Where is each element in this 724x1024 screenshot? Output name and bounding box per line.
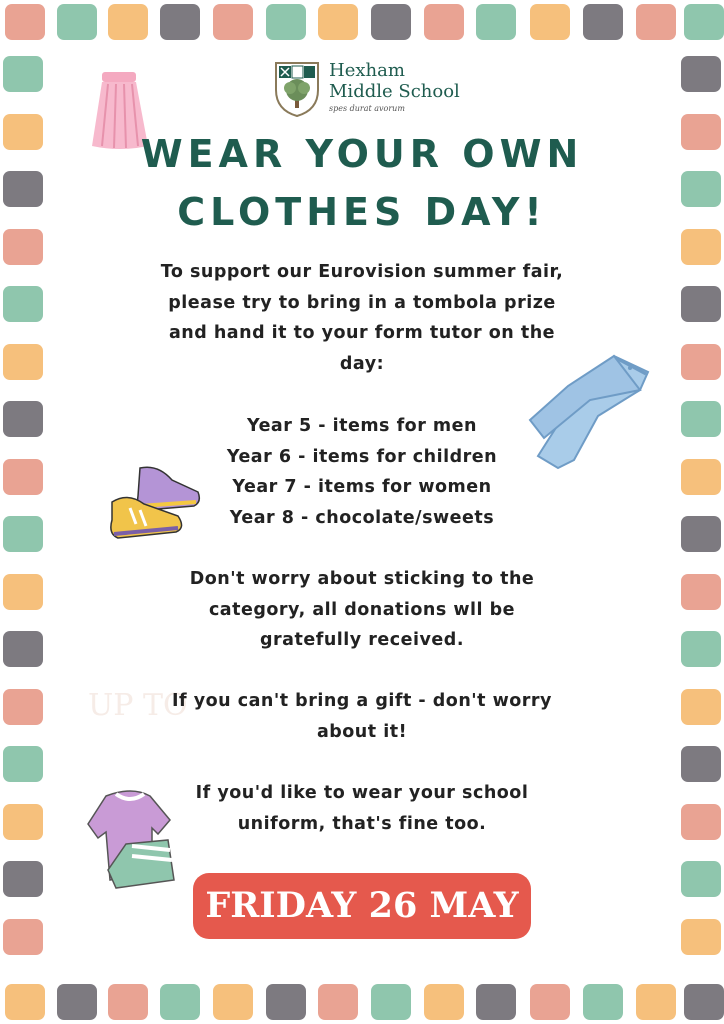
border-square xyxy=(681,574,721,610)
uniform-note-line: If you'd like to wear your school xyxy=(195,783,529,803)
border-square xyxy=(57,984,97,1020)
border-square xyxy=(681,56,721,92)
note-line: gratefully received. xyxy=(260,630,464,650)
border-square xyxy=(108,984,148,1020)
border-square xyxy=(160,4,200,40)
intro-line: and hand it to your form tutor on the xyxy=(168,323,556,343)
border-square xyxy=(318,4,358,40)
intro-line: day: xyxy=(339,353,385,374)
border-square xyxy=(424,4,464,40)
school-name-line2: Middle School xyxy=(329,81,460,102)
border-square xyxy=(3,689,43,725)
border-square xyxy=(530,984,570,1020)
border-square xyxy=(3,746,43,782)
border-square xyxy=(476,984,516,1020)
border-square xyxy=(681,114,721,150)
border-square xyxy=(5,4,45,40)
border-square xyxy=(476,4,516,40)
border-square xyxy=(681,861,721,897)
border-square xyxy=(3,459,43,495)
border-square xyxy=(3,861,43,897)
border-square xyxy=(57,4,97,40)
border-square xyxy=(681,344,721,380)
border-square xyxy=(681,459,721,495)
faded-background-text: UP TO xyxy=(88,688,188,723)
border-square xyxy=(3,114,43,150)
category-item: Year 6 - items for children xyxy=(226,446,498,467)
school-name xyxy=(329,60,460,102)
school-name-line1: Hexham xyxy=(329,60,405,81)
border-square xyxy=(371,984,411,1020)
border-square xyxy=(424,984,464,1020)
border-square xyxy=(3,631,43,667)
uniform-note xyxy=(110,778,614,839)
border-square xyxy=(681,804,721,840)
gift-note-line: about it! xyxy=(316,721,408,742)
border-square xyxy=(583,4,623,40)
category-item: Year 7 - items for women xyxy=(232,477,492,497)
school-logo xyxy=(273,60,473,122)
note-line: Don't worry about sticking to the xyxy=(189,569,535,589)
border-square xyxy=(3,286,43,322)
border-square xyxy=(583,984,623,1020)
border-square xyxy=(3,344,43,380)
border-square xyxy=(266,4,306,40)
border-square xyxy=(160,984,200,1020)
border-square xyxy=(371,4,411,40)
border-square xyxy=(3,229,43,265)
border-square xyxy=(213,4,253,40)
border-square xyxy=(681,171,721,207)
border-square xyxy=(681,401,721,437)
border-square xyxy=(266,984,306,1020)
intro-line: To support our Eurovision summer fair, xyxy=(160,262,564,282)
note-line: category, all donations wll be xyxy=(208,599,516,620)
gift-note-line: If you can't bring a gift - don't worry xyxy=(172,691,552,711)
donation-note xyxy=(110,564,614,656)
date-banner: FRIDAY 26 MAY xyxy=(193,873,531,939)
category-item: Year 8 - chocolate/sweets xyxy=(229,507,495,528)
school-motto: spes durat avorum xyxy=(329,104,405,113)
border-square xyxy=(108,4,148,40)
border-square xyxy=(318,984,358,1020)
page-title-line1: WEAR YOUR OWN xyxy=(140,132,584,176)
border-square xyxy=(213,984,253,1020)
school-crest-icon xyxy=(273,60,321,118)
border-square xyxy=(636,4,676,40)
border-square xyxy=(681,286,721,322)
border-square xyxy=(681,689,721,725)
border-square xyxy=(530,4,570,40)
border-square xyxy=(3,804,43,840)
border-square xyxy=(3,56,43,92)
border-square xyxy=(3,919,43,955)
border-square xyxy=(3,401,43,437)
border-square xyxy=(3,171,43,207)
border-square xyxy=(5,984,45,1020)
border-square xyxy=(636,984,676,1020)
page-title-line2: CLOTHES DAY! xyxy=(177,190,547,234)
border-square xyxy=(684,4,724,40)
border-square xyxy=(3,574,43,610)
border-square xyxy=(681,919,721,955)
sneakers-illustration xyxy=(106,462,202,542)
border-square xyxy=(681,516,721,552)
border-square xyxy=(3,516,43,552)
border-square xyxy=(681,631,721,667)
border-square xyxy=(681,746,721,782)
category-item: Year 5 - items for men xyxy=(247,416,477,436)
uniform-note-line: uniform, that's fine too. xyxy=(237,813,487,834)
border-square xyxy=(681,229,721,265)
intro-line: please try to bring in a tombola prize xyxy=(168,292,556,313)
border-square xyxy=(684,984,724,1020)
gift-note xyxy=(110,686,614,747)
